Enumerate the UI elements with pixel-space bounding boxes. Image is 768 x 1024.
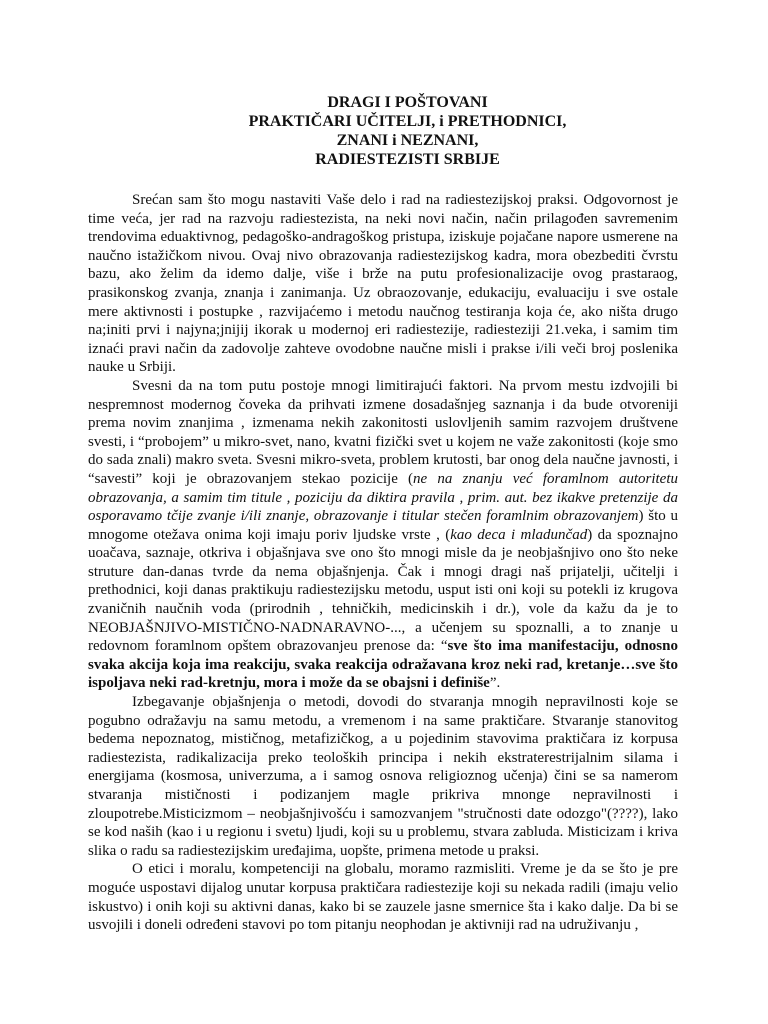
paragraph-2-italic-aside: kao deca i mladunčad (450, 526, 588, 543)
paragraph-2 (88, 377, 678, 693)
paragraph-2-bold-quote: sve što ima manifestaciju, odnosno svaka akcija koja ima reakciju, svaka reakcija odražavana kroz neki rad, kretanje…sve što ispoljava neki rad-kretnju, mora i može da se obajsni i definiše (88, 638, 678, 692)
paragraph-2-italic-note: ne na znanju već foramlnom autoritetu obrazovanja, a samim tim titule , poziciju da diktira pravila , prim. aut. bez ikakve pretenzije da osporavamo tčije zvanje i/ili znanje, obrazovanje i titular stečen foramlnim obrazovanjem (88, 470, 679, 525)
paragraph-1: Srećan sam što mogu nastaviti Vaše delo i rad na radiestezijskoj praksi. Odgovornost je time veća, jer rad na razvoju radiestezista, na neki novi način, način prilagođen savremenim trendovima eduaktivnog, pedagoško-andragoškog pristupa, iziskuje pojačane napore usmerene na naučno istažičkom nivou. Ovaj nivo obrazovanja radiestezijskog kadra, mora obezbediti čvrstu bazu, ako želim da idemo dalje, više i brže na putu profesionalizacije ovog prastaraog, prasikonskog zvanja, znanja i zanimanja. Uz obraozovanje, edukaciju, evaluaciju i sve ostale mere aktivnosti i postupke , razvijaćemo i metodu naučnog testiranja koja će, ako ništa drugo na;initi prvi i najyna;jnijij ikorak u modernoj eri radiestezije, radiesteziji 21.veka, i samim tim iznaći pravi način da zadovolje zahteve ovodobne naučne misli i prakse i/ili veči broj poslenika nauke u Srbiji. (88, 192, 678, 376)
paragraph-2-text-a: Svesni da na tom putu postoje mnogi limitirajući faktori. Na prvom mestu izdvojili bi nespremnost modernog čoveka da prihvati izmene dosadašnjeg saznanja i da bude otvoreniji prema novim znanjima , izmenama nekih zakonitosti uslovljenih samim razvojem društvene svesti, i “probojem” u mikro-svet, nano, kvatni fizički svet u kojem ne važe zakonitosti (koje smo do sada znali) makro sveta. Svesni mikro-sveta, problem krutosti, bar onog dela naučne javnosti, i “savesti” koji je obrazovanjem stekao pozicije ( (88, 377, 678, 487)
paragraph-2-text-e: ) da spoznajno uoačava, saznaje, otkriva i objašnjava sve ono što mnogi misle da je neobjašnjivo ono što neke struture dan-danas tvrde da nema objašnjenja. Čak i mnogi dragi naš prijatelji, učitelji i prethodnici, koji danas praktikuju radiestezijsku metodu, usput isti oni koji su potekli iz krugova zvaničnih naučnih voda (prirodnih , tehničkih, medicinskih i dr.), vole da kažu da je to NEOBJAŠNJIVO-MISTIČNO-NADNARAVNO-..., a učenjem su spoznalli, a to znanje u redovnom foramlnom opštem obrazovanjeu prenose da: “ (88, 526, 678, 655)
paragraph-2-text-g: ”. (489, 675, 501, 692)
document-title (0, 93, 768, 169)
title-line-4: RADIESTEZISTI SRBIJE (315, 151, 500, 168)
paragraph-3: Izbegavanje objašnjenja o metodi, dovodi do stvaranja mnogih nepravilnosti koje se pogubno odražavju na samu metodu, a vremenom i na same praktičare. Stvaranje stanovitog bedema nepoznatog, mističnog, metafizičkog, a u pojedinim stavovima praktičara iz korpusa radiestezista, radikalizacija preko teoloških principa i nekih ekstraterestrijalnim silama i energijama (kosmosa, univerzuma, a i samog osnova religioznog učenja) čini se sa namerom stvaranja mističnosti i podizanjem magle prikriva mnonge nepravilnosti i zloupotrebe.Misticizmom – neobjašnjivošću i samozvanjem "stručnosti date odozgo"(????), lako se kod naših (kao i u regionu i svetu) ljudi, koji su u problemu, stvara zabluda. Misticizam i kriva slika o radu sa radiestezijskim uređajima, uopšte, primena metode u praksi. (88, 694, 678, 859)
paragraph-2-text-c: ) što u mnogome otežava onima koji imaju poriv ljudske vrste , ( (88, 508, 679, 543)
title-line-3: ZNANI i NEZNANI, (336, 132, 479, 149)
paragraph-4: O etici i moralu, kompetenciji na globalu, moramo razmisliti. Vreme je da se što je pre moguće uspostavi dijalog unutar korpusa praktičara radiestezije koji su nekada radili (imaju velio iskustvo) i onih koji su aktivni danas, kako bi se zauzele jasne smernice šta i kako dalje. Da bi se usvojili i doneli određeni stavovi po tom pitanju neophodan je aktivniji rad na udruživanju , (88, 861, 678, 934)
title-line-2: PRAKTIČARI UČITELJI, i PRETHODNICI, (248, 113, 567, 130)
title-line-1: DRAGI I POŠTOVANI (327, 94, 488, 111)
document-body (88, 191, 678, 935)
